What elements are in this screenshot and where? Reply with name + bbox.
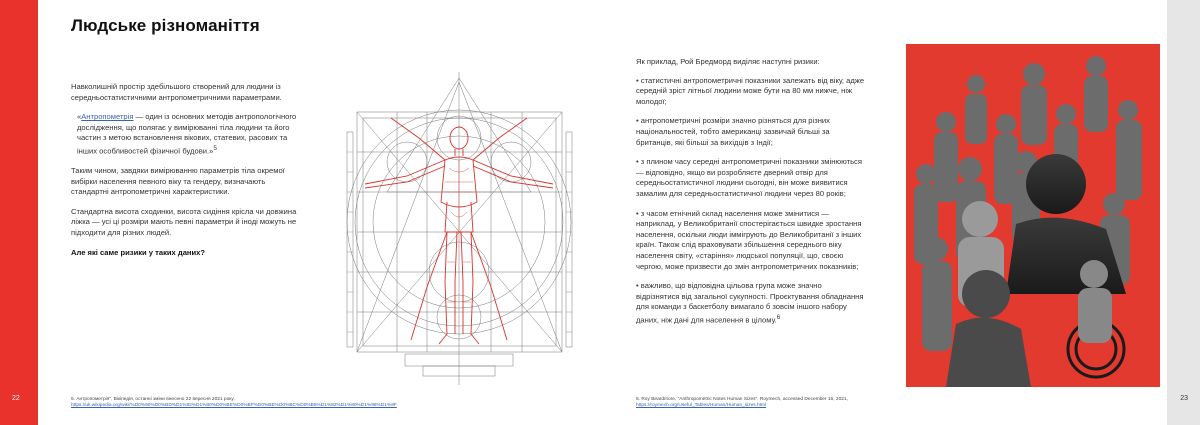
footnote-left-url[interactable]: https://uk.wikipedia.org/wiki/%D0%90%D0%BD%D1%82%D1%80%D0%BE%D0%BF%D0%BE%D0%BC%D0%B5%D1%82%D1%80%D1%96%D1%8F — [71, 403, 397, 409]
footnote-right-url[interactable]: https://roymech.org/Useful_Tables/Human/Human_sizes.html — [636, 403, 767, 409]
quote-text: — один із основних методів антропологічного дослідження, що полягає у вимірюванні тіла людини та його частин з метою встановлення вікових, статевих, расових та інших особливостей фізичної будови.» — [77, 112, 297, 156]
risk-bullet-target-group-text: • важливо, що відповідна цільова група може значно відрізнятися від загальної сукупності. Проєктування обладнання для команди з баскетболу вимагало б зовсім іншого набору даних, ніж дані для населення в цілому. — [636, 281, 864, 325]
person-in-wheelchair — [1078, 260, 1112, 343]
footnote-right-text: 6. Roy Beardmore, "Anthropometric Notes Human Sizes", Roymech, accessed December 15, 2021, — [636, 397, 848, 402]
risk-question: Але які саме ризики у таких даних? — [71, 247, 206, 257]
page-title: Людське різноманіття — [71, 16, 260, 35]
risk-bullet-nationality: • антропометричні розміри значно різняться для різних національностей, тобто американці зазвичай більші за британців, які більші за вихідців з Індії; — [636, 116, 830, 147]
anthropometry-link[interactable]: Антропометрія — [81, 112, 134, 122]
footnote-left — [71, 397, 411, 410]
paragraph-standard-sizes: Стандартна висота сходинки, висота сидіння крісла чи довжина ліжка — усі ці розміри мають певні параметри й іноді можуть не підходити для різних людей. — [71, 206, 297, 238]
footnote-ref-5: 5 — [213, 144, 217, 152]
right-edge-stripe — [1167, 0, 1200, 425]
risk-bullet-target-group — [636, 281, 866, 326]
risk-bullet-ethnic-change: • з часом етнічний склад населення може змінитися — наприклад, у Великобританії спостерігається швидке зростання населення, оскільки люди іммігрують до Великобританії з інших країн. Також слід враховувати збільшення середнього віку населення світу, «старіння» людської популяції, що, своєю чергою, може призвести до змін антропометричних показників; — [636, 208, 862, 271]
footnote-left-text: 5. Антропометрія", Вікіпедія, останні зміни внесено 22 вересня 2021 року, — [71, 397, 235, 402]
definition-quote — [71, 112, 301, 157]
vitruvian-man-illustration — [327, 72, 594, 385]
left-accent-stripe — [0, 0, 38, 425]
quote-open-mark: « — [77, 112, 82, 122]
risk-bullet-time: • з плином часу середні антропометричні показники змінюються — відповідно, якщо ви розробляєте дверний отвір для середньостатистичної людини сьогодні, він може виявитися замалим для середньостатистичної людини через 80 років; — [636, 157, 862, 198]
page-number-left: 22 — [12, 395, 20, 402]
paragraph-standard-characteristics: Таким чином, завдяки вимірюванню параметрів тіла окремої вибірки населення певного віку та гендеру, визначають стандартні антропометричні характеристики. — [71, 166, 285, 197]
diverse-people-photo-collage — [906, 44, 1160, 387]
risks-intro: Як приклад, Рой Бредморд виділяє наступні ризики: — [636, 57, 820, 66]
intro-paragraph: Навколишній простір здебільшого створений для людини із середньостатистичними антропометричними параметрами. — [71, 82, 282, 102]
footnote-ref-6: 6 — [776, 313, 781, 321]
risk-bullet-age: • статистичні антропометричні показники залежать від віку, адже середній зріст літньої людини може бути на 80 мм нижче, ніж молодої; — [636, 75, 865, 106]
right-text-column — [636, 57, 866, 335]
left-text-column — [71, 82, 301, 267]
page-number-right: 23 — [1180, 395, 1188, 402]
footnote-right — [636, 397, 886, 410]
